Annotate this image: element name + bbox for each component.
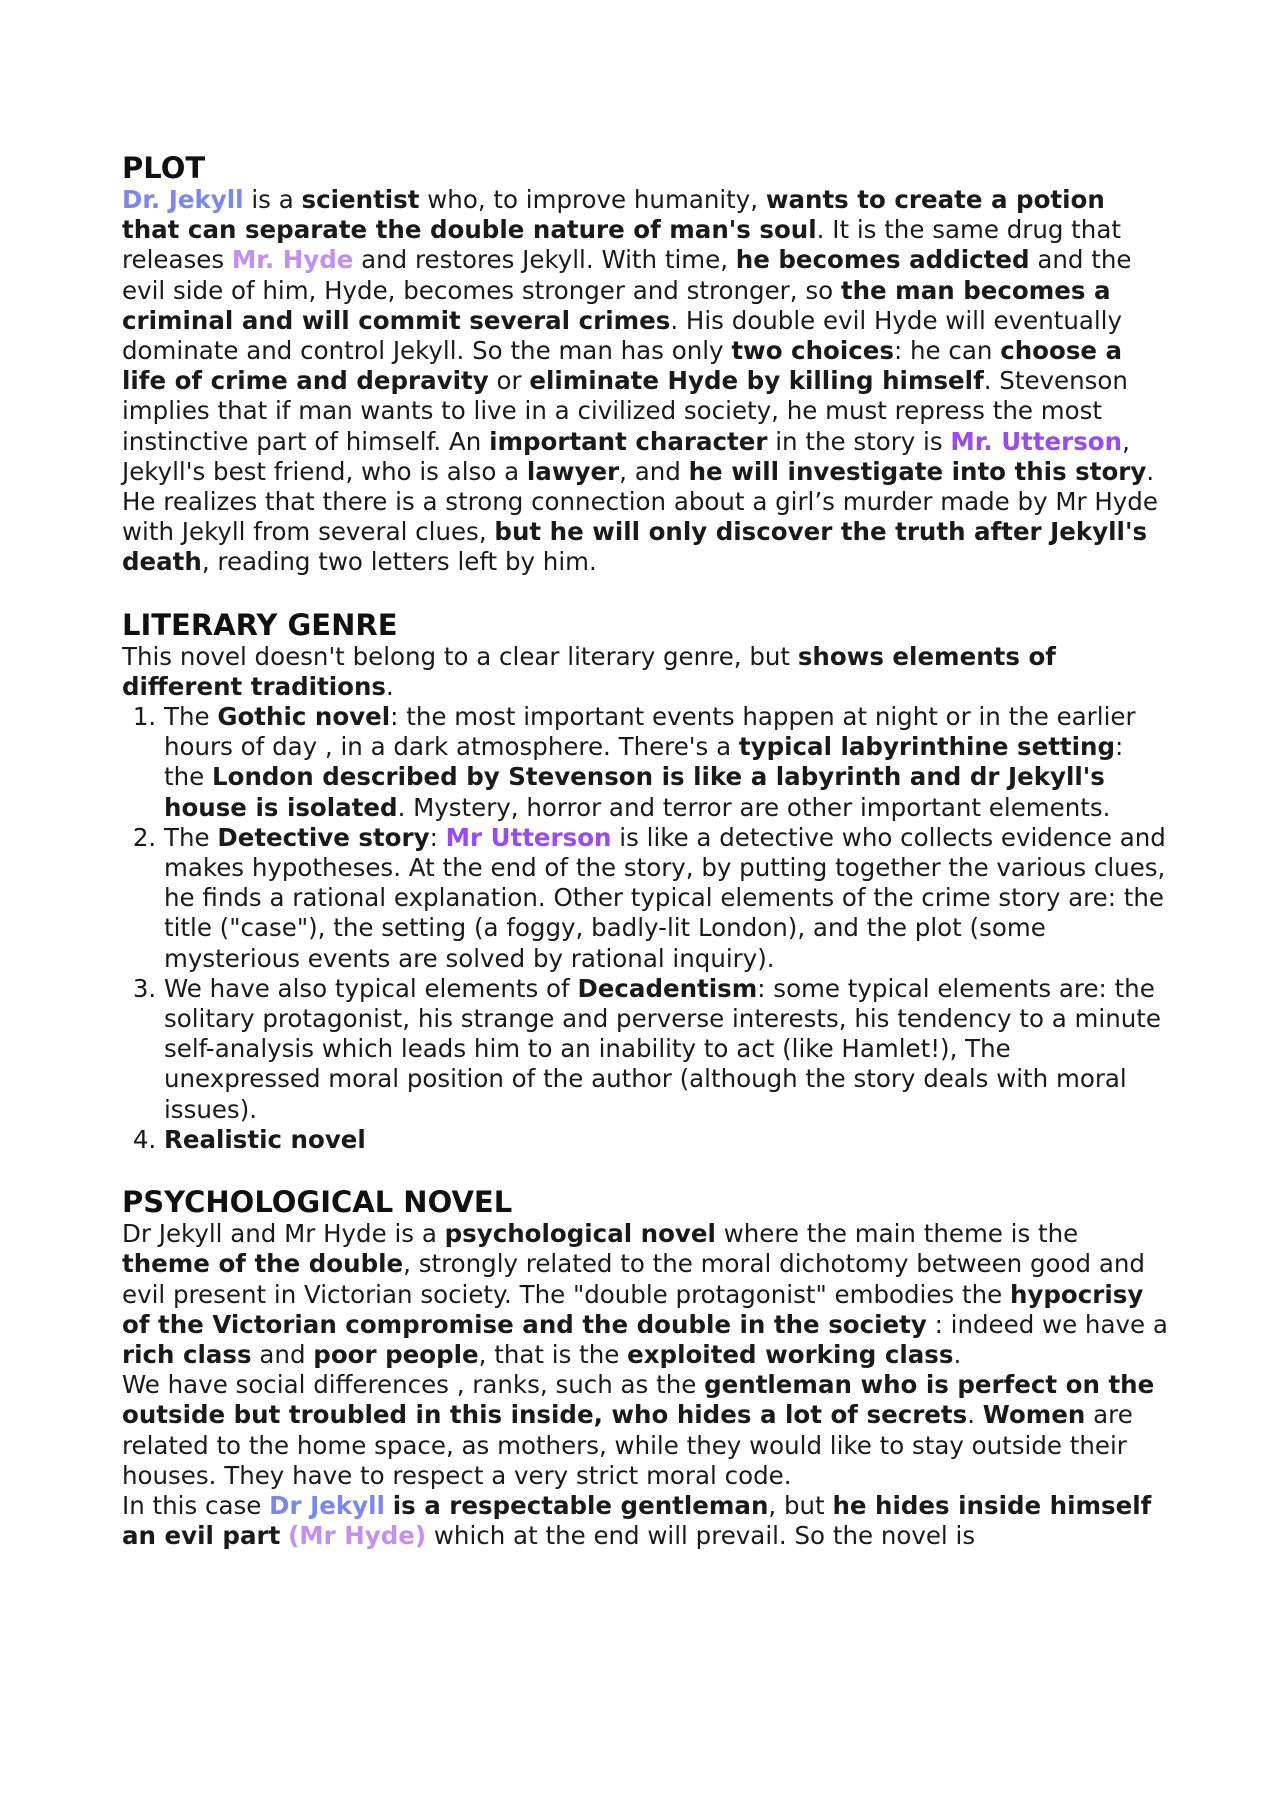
genre-intro: This novel doesn't belong to a clear literary genre, but shows elements of different traditions. xyxy=(122,641,1056,701)
plot-heading: PLOT xyxy=(122,151,206,185)
character-name: Mr. Utterson xyxy=(950,426,1123,456)
plot-paragraph: Dr. Jekyll is a scientist who, to improve humanity, wants to create a potion that can separate the double nature of man's soul. It is the same drug that releases Mr. Hyde and restores Jekyll. With time, he becomes addicted and the evil side of him, Hyde, becomes stronger and stronger, so the man becomes a criminal and will commit several crimes. His double evil Hyde will eventually dominate and control Jekyll. So the man has only two choices: he can choose a life of crime and depravity or eliminate Hyde by killing himself. Stevenson implies that if man wants to live in a civilized society, he must repress the most instinctive part of himself. An important character in the story is Mr. Utterson, Jekyll's best friend, who is also a lawyer, and he will investigate into this story. He realizes that there is a strong connection about a girl’s murder made by Mr Hyde with Jekyll from several clues, but he will only discover the truth after Jekyll's death, reading two letters left by him. xyxy=(122,185,1158,577)
psych-paragraph-3: In this case Dr Jekyll is a respectable gentleman, but he hides inside himself an evil part (Mr Hyde) which at the end will prevail. So the novel is xyxy=(122,1490,1152,1551)
character-name: Dr. Jekyll xyxy=(122,185,244,214)
plot-section xyxy=(122,152,1170,578)
character-name: Dr Jekyll xyxy=(269,1490,385,1520)
genre-list xyxy=(122,702,1193,1155)
character-name: (Mr Hyde) xyxy=(288,1521,427,1551)
list-item: 3. We have also typical elements of Decadentism: some typical elements are: the solitary protagonist, his strange and perverse interests, his tendency to a minute self-analysis which leads him to an inability to act (like Hamlet!), The unexpressed moral position of the author (although the story deals with moral issues). xyxy=(164,974,1170,1125)
psychological-novel-section xyxy=(122,1186,1170,1551)
character-name: Mr. Hyde xyxy=(231,245,354,275)
literary-genre-section xyxy=(122,607,1193,1155)
psych-paragraph-2: We have social differences , ranks, such as the gentleman who is perfect on the outside but troubled in this inside, who hides a lot of secrets. Women are related to the home space, as mothers, while they would like to stay outside their houses. They have to respect a very strict moral code. xyxy=(122,1370,1155,1490)
psych-paragraph-1: Dr Jekyll and Mr Hyde is a psychological novel where the main theme is the theme of the double, strongly related to the moral dichotomy between good and evil present in Victorian society. The "double protagonist" embodies the hypocrisy of the Victorian compromise and the double in the society : indeed we have a rich class and poor people, that is the exploited working class. xyxy=(122,1219,1168,1369)
list-item: 4. Realistic novel xyxy=(164,1125,1170,1155)
psychological-novel-heading: PSYCHOLOGICAL NOVEL xyxy=(122,1185,513,1220)
literary-genre-heading: LITERARY GENRE xyxy=(122,607,398,642)
character-name: Mr Utterson xyxy=(445,822,612,852)
list-item: 2. The Detective story: Mr Utterson is like a detective who collects evidence and makes hypotheses. At the end of the story, by putting together the various clues, he finds a rational explanation. Other typical elements of the crime story are: the title ("case"), the setting (a foggy, badly-lit London), and the plot (some mysterious events are solved by rational inquiry). xyxy=(164,823,1170,974)
list-item: 1. The Gothic novel: the most important events happen at night or in the earlier hours of day , in a dark atmosphere. There's a typical labyrinthine setting: the London described by Stevenson is like a labyrinth and dr Jekyll's house is isolated. Mystery, horror and terror are other important elements. xyxy=(164,702,1170,823)
